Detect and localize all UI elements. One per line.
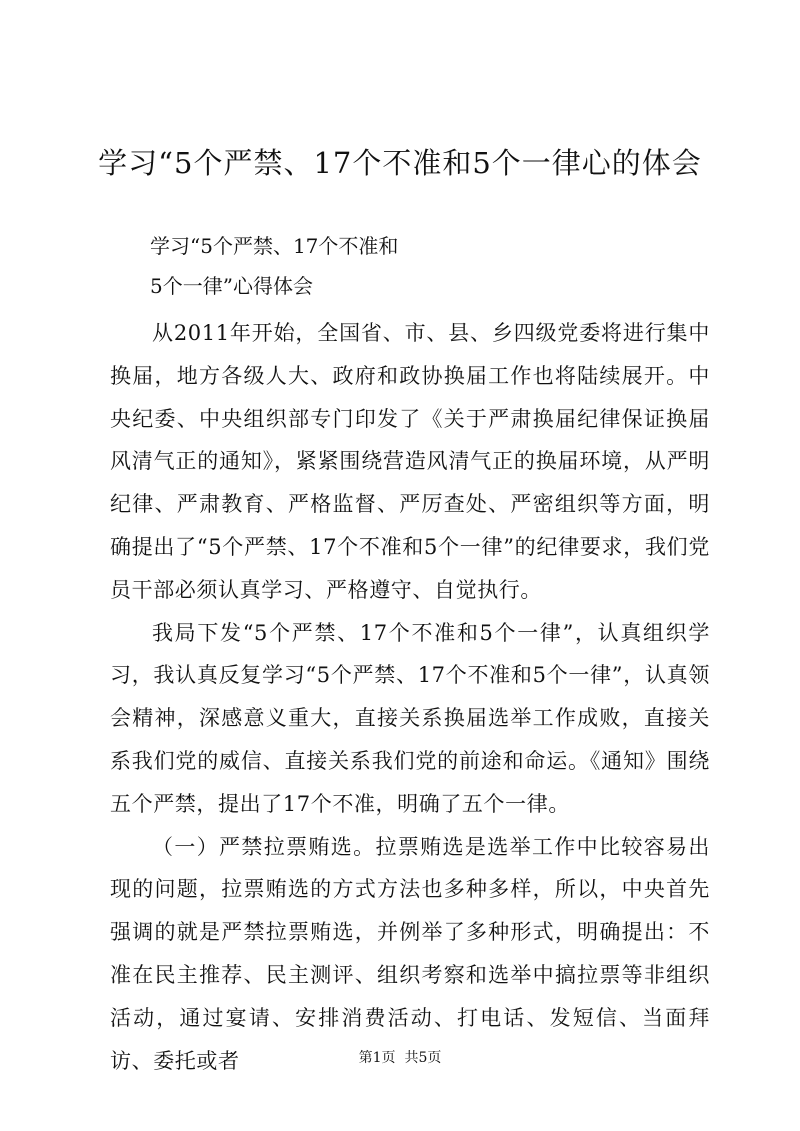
page-number-footer: 第1页 共5页: [358, 1050, 442, 1066]
document-body: [110, 312, 710, 1082]
subtitle-line-2: 5个一律”心得体会: [150, 274, 313, 298]
paragraph-1: 从2011年开始，全国省、市、县、乡四级党委将进行集中换届，地方各级人大、政府和政协换届工作也将陆续展开。中央纪委、中央组织部专门印发了《关于严肃换届纪律保证换届风清气正的通知》，紧紧围绕营造风清气正的换届环境，从严明纪律、严肃教育、严格监督、严厉查处、严密组织等方面，明确提出了“5个严禁、17个不准和5个一律”的纪律要求，我们党员干部必须认真学习、严格遵守、自觉执行。: [110, 321, 710, 602]
subtitle-line-1: 学习“5个严禁、17个不准和: [150, 234, 399, 258]
document-title: 学习“5个严禁、17个不准和5个一律心的体会: [98, 146, 702, 180]
paragraph-2: 我局下发“5个严禁、17个不准和5个一律”，认真组织学习，我认真反复学习“5个严禁、17个不准和5个一律”，认真领会精神，深感意义重大，直接关系换届选举工作成败，直接关系我们党的威信、直接关系我们党的前途和命运。《通知》围绕五个严禁，提出了17个不准，明确了五个一律。: [110, 620, 710, 816]
paragraph-3: （一）严禁拉票贿选。拉票贿选是选举工作中比较容易出现的问题，拉票贿选的方式方法也多种多样，所以，中央首先强调的就是严禁拉票贿选，并例举了多种形式，明确提出：不准在民主推荐、民主测评、组织考察和选举中搞拉票等非组织活动，通过宴请、安排消费活动、打电话、发短信、当面拜访、委托或者: [110, 834, 710, 1073]
